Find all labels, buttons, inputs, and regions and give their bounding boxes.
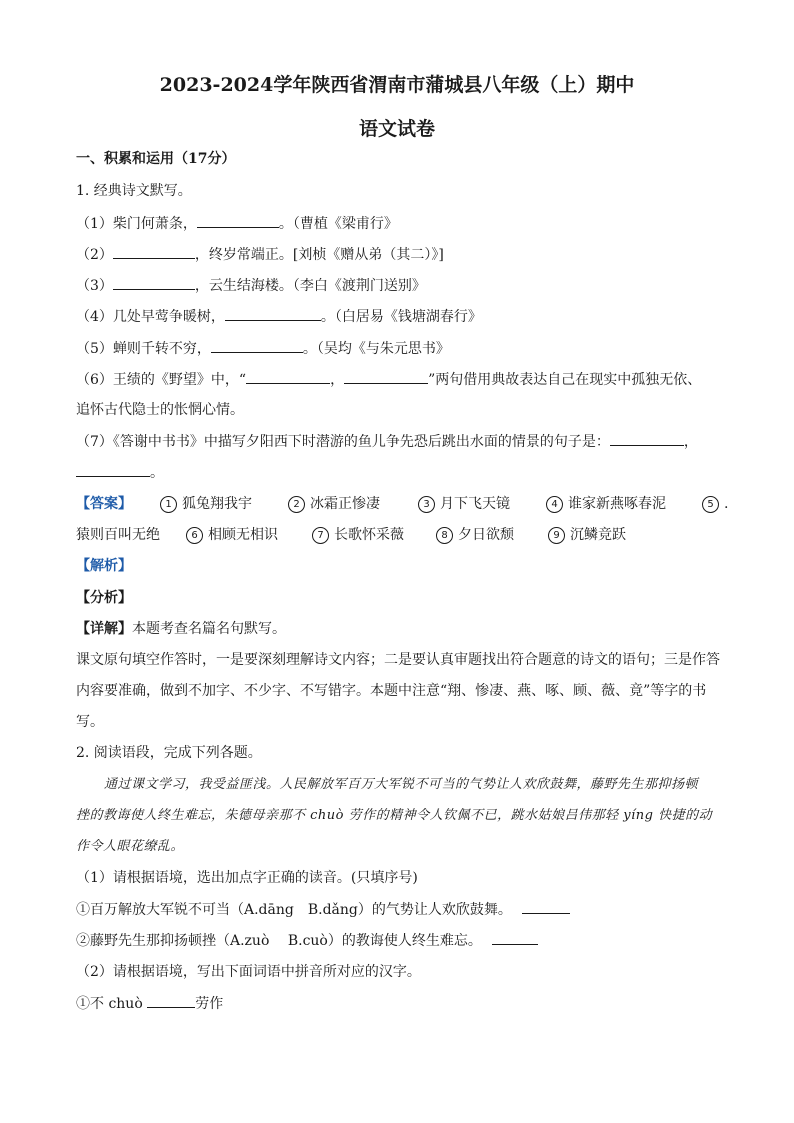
analysis-label: 【解析】 (76, 558, 132, 574)
xiangjie-line: 【详解】本题考查名篇名句默写。 (76, 621, 286, 637)
sub-question-2a: ①不 chuò 劳作 (76, 993, 223, 1014)
passage-line: 挫的教诲使人终生难忘，朱德母亲那不 chuò 劳作的精神令人钦佩不已，跳水姑娘吕伟那轻 yíng 快捷的动 (76, 808, 713, 823)
answer-blank[interactable] (76, 462, 150, 477)
question-1-stem: 1. 经典诗文默写。 (76, 183, 192, 199)
answer-item: 3 月下飞天镜 (418, 494, 510, 514)
answer-blank[interactable] (522, 899, 570, 914)
answer-item: 9 沉鳞竞跃 (548, 525, 626, 545)
answer-item: 猿则百叫无绝 (76, 527, 160, 543)
answer-item: 7 长歌怀采薇 (312, 525, 404, 545)
number-circle-icon: 9 (548, 527, 565, 544)
sub-question-1: （1）请根据语境，选出加点字正确的读音。(只填序号) (76, 870, 418, 886)
passage-line: 通过课文学习，我受益匪浅。人民解放军百万大军锐不可当的气势让人欢欣鼓舞，藤野先生那抑扬顿 (104, 777, 699, 792)
answer-item: 8 夕日欲颓 (436, 525, 514, 545)
answer-blank[interactable] (147, 993, 195, 1008)
section-heading: 一、积累和运用（17分） (76, 151, 236, 167)
q1-line-7: （7）《答谢中书书》中描写夕阳西下时潜游的鱼儿争先恐后跳出水面的情景的句子是： ， (76, 431, 698, 452)
page-subtitle: 语文试卷 (358, 118, 435, 140)
q1-line-6: （6）王绩的《野望》中，“ ， ”两句借用典故表达自己在现实中孤独无依、 (76, 369, 701, 390)
number-circle-icon: 7 (312, 527, 329, 544)
analysis-paragraph: 课文原句填空作答时，一是要深刻理解诗文内容；二是要认真审题找出符合题意的诗文的语句；三是作答 (76, 652, 720, 668)
number-circle-icon: 2 (288, 496, 305, 513)
passage-line: 作令人眼花缭乱。 (76, 839, 185, 854)
answer-blank[interactable] (610, 431, 684, 446)
analysis-paragraph: 写。 (76, 714, 104, 730)
question-2-stem: 2. 阅读语段，完成下列各题。 (76, 745, 262, 761)
answer-blank[interactable] (113, 275, 195, 290)
q1-line-4: （4）几处早莺争暖树， 。（白居易《钱塘湖春行》 (76, 306, 482, 327)
q1-line-2: （2） ，终岁常端正。[刘桢《赠从弟（其二）》] (76, 244, 444, 265)
answer-item: 5 . (702, 494, 728, 514)
answer-item: 1 狐兔翔我宇 (160, 494, 252, 514)
number-circle-icon: 5 (702, 496, 719, 513)
answer-blank[interactable] (113, 244, 195, 259)
answer-blank[interactable] (225, 306, 321, 321)
number-circle-icon: 3 (418, 496, 435, 513)
answer-item: 4 谁家新燕啄春泥 (546, 494, 666, 514)
sub-question-1a: ①百万解放大军锐不可当（A.dāng B.dǎng）的气势让人欢欣鼓舞。 (76, 899, 570, 920)
answer-item: 2 冰霜正惨凄 (288, 494, 380, 514)
answer-item: 6 相顾无相识 (186, 525, 278, 545)
q1-line-3: （3） ，云生结海楼。（李白《渡荆门送别》 (76, 275, 426, 296)
number-circle-icon: 6 (186, 527, 203, 544)
q1-line-1: （1）柴门何萧条， 。（曹植《梁甫行》 (76, 213, 398, 234)
fenxi-label: 【分析】 (76, 590, 132, 606)
answer-blank[interactable] (492, 930, 538, 945)
number-circle-icon: 4 (546, 496, 563, 513)
number-circle-icon: 1 (160, 496, 177, 513)
q1-line-5: （5）蝉则千转不穷， 。（吴均《与朱元思书》 (76, 338, 450, 359)
answer-blank[interactable] (197, 213, 279, 228)
number-circle-icon: 8 (436, 527, 453, 544)
sub-question-1b: ②藤野先生那抑扬顿挫（A.zuò B.cuò）的教诲使人终生难忘。 (76, 930, 538, 951)
answer-blank[interactable] (344, 369, 428, 384)
q1-line-7-cont: 。 (76, 462, 164, 483)
page-title: 2023-2024学年陕西省渭南市蒲城县八年级（上）期中 (159, 74, 635, 96)
analysis-paragraph: 内容要准确，做到不加字、不少字、不写错字。本题中注意“翔、惨凄、燕、啄、顾、薇、竟”等字的书 (76, 683, 707, 699)
answer-blank[interactable] (246, 369, 330, 384)
answer-label: 【答案】 (76, 496, 132, 512)
sub-question-2: （2）请根据语境，写出下面词语中拼音所对应的汉字。 (76, 964, 421, 980)
answer-blank[interactable] (211, 338, 303, 353)
q1-line-6-cont: 追怀古代隐士的怅惘心情。 (76, 402, 244, 418)
